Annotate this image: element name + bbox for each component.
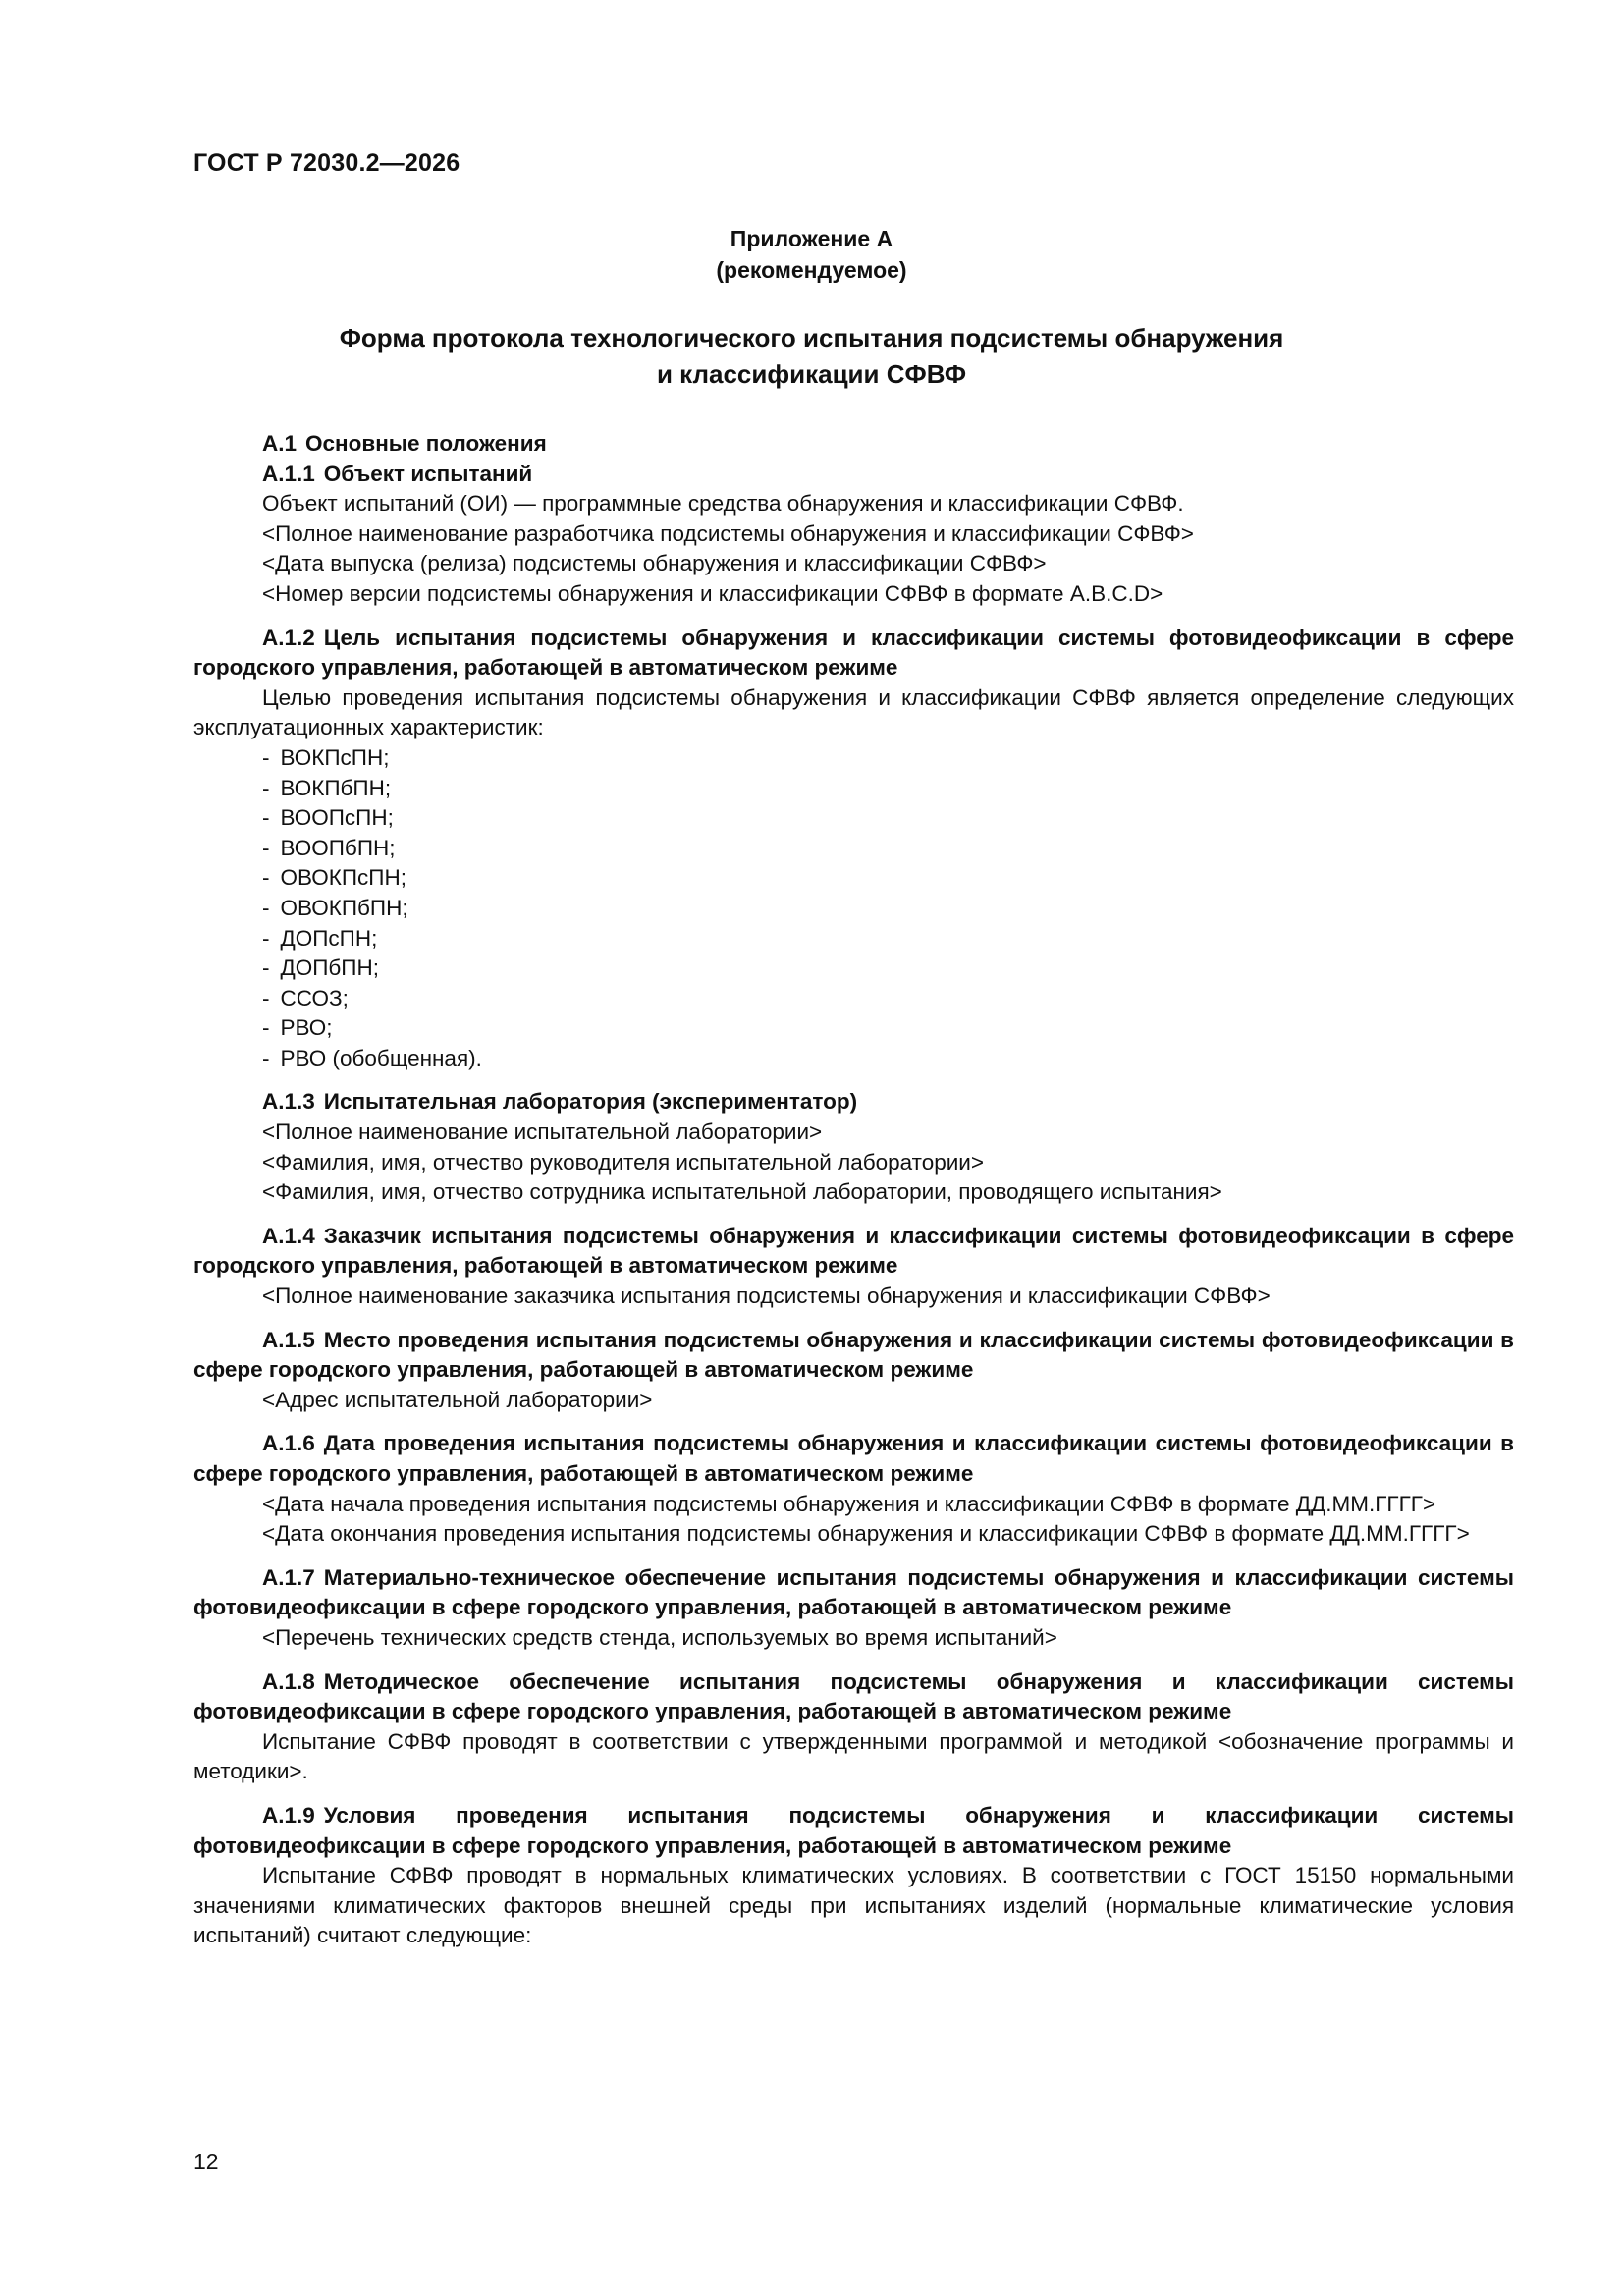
document-code: ГОСТ Р 72030.2—2026 <box>193 149 460 177</box>
text-line: <Адрес испытательной лаборатории> <box>262 1387 653 1412</box>
form-title-line: Форма протокола технологического испытания подсистемы обнаружения <box>339 323 1284 353</box>
list-item: - ОВОКПбПН; <box>262 895 408 920</box>
list-item: - ВОКПбПН; <box>262 775 392 800</box>
document-body <box>193 429 1514 1951</box>
list-item-text: ОВОКПбПН; <box>280 895 408 920</box>
list-item-text: ДОПсПН; <box>280 925 378 951</box>
subsection-title: Объект испытаний <box>323 461 533 486</box>
text-line: <Дата окончания проведения испытания подсистемы обнаружения и классификации СФВФ в формате ДД.ММ.ГГГГ> <box>262 1521 1470 1547</box>
text-line: <Полное наименование разработчика подсистемы обнаружения и классификации СФВФ> <box>262 520 1194 546</box>
subsection-heading-a18 <box>193 1667 1514 1727</box>
list-item: - ОВОКПсПН; <box>262 865 406 891</box>
text-line: <Номер версии подсистемы обнаружения и классификации СФВФ в формате A.B.C.D> <box>262 580 1163 606</box>
list-item: - ССОЗ; <box>262 985 349 1011</box>
list-item: - ДОПсПН; <box>262 925 378 951</box>
subsection-heading-a13 <box>193 1087 1514 1118</box>
paragraph: Испытание СФВФ проводят в нормальных климатических условиях. В соответствии с ГОСТ 15150 нормальными значениями климатических факторов внешней среды при испытаниях изделий (нормальные климатические условия испытаний) считают следующие: <box>193 1863 1514 1948</box>
subsection-title: Заказчик испытания подсистемы обнаружения и классификации системы фотовидеофиксации в сфере городского управления, работающей в автоматическом режиме <box>193 1223 1514 1279</box>
text-line: <Фамилия, имя, отчество сотрудника испытательной лаборатории, проводящего испытания> <box>262 1179 1222 1205</box>
subsection-number: А.1.8 <box>262 1668 315 1694</box>
subsection-heading-a11 <box>193 460 1514 490</box>
subsection-number: А.1.7 <box>262 1564 315 1590</box>
subsection-title: Цель испытания подсистемы обнаружения и классификации системы фотовидеофиксации в сфере городского управления, работающей в автоматическом режиме <box>193 625 1514 681</box>
list-item-text: ВООПбПН; <box>280 835 396 860</box>
subsection-title: Испытательная лаборатория (экспериментатор) <box>323 1089 858 1115</box>
text-line: <Фамилия, имя, отчество руководителя испытательной лаборатории> <box>262 1149 985 1175</box>
text-line: <Дата выпуска (релиза) подсистемы обнаружения и классификации СФВФ> <box>262 551 1047 576</box>
subsection-number: А.1.6 <box>262 1431 315 1456</box>
subsection-number: А.1.2 <box>262 625 315 650</box>
text-line: <Перечень технических средств стенда, используемых во время испытаний> <box>262 1624 1057 1650</box>
subsection-heading-a17 <box>193 1563 1514 1623</box>
page-number: 12 <box>193 2149 219 2174</box>
subsection-title: Материально-техническое обеспечение испытания подсистемы обнаружения и классификации системы фотовидеофиксации в сфере городского управления, работающей в автоматическом режиме <box>193 1564 1514 1620</box>
appendix-title: Приложение А <box>730 226 893 251</box>
form-title-line: и классификации СФВФ <box>656 359 967 389</box>
text-line: <Дата начала проведения испытания подсистемы обнаружения и классификации СФВФ в формате ДД.ММ.ГГГГ> <box>262 1491 1436 1516</box>
subsection-heading-a16 <box>193 1429 1514 1489</box>
subsection-title: Место проведения испытания подсистемы обнаружения и классификации системы фотовидеофиксации в сфере городского управления, работающей в автоматическом режиме <box>193 1327 1514 1383</box>
form-title <box>295 320 1328 393</box>
subsection-number: А.1.3 <box>262 1089 315 1115</box>
list-item: - РВО (обобщенная). <box>262 1045 482 1070</box>
section-title: Основные положения <box>305 431 547 456</box>
list-item-text: РВО (обобщенная). <box>280 1045 482 1070</box>
text-line: <Полное наименование испытательной лаборатории> <box>262 1120 823 1145</box>
list-item: - ВООПсПН; <box>262 805 394 831</box>
subsection-number: А.1.9 <box>262 1802 315 1828</box>
subsection-heading-a14 <box>193 1222 1514 1282</box>
subsection-number: А.1.1 <box>262 461 315 486</box>
subsection-heading-a19 <box>193 1801 1514 1861</box>
subsection-title: Методическое обеспечение испытания подсистемы обнаружения и классификации системы фотовидеофиксации в сфере городского управления, работающей в автоматическом режиме <box>193 1668 1514 1724</box>
paragraph: Целью проведения испытания подсистемы обнаружения и классификации СФВФ является определение следующих эксплуатационных характеристик: <box>193 684 1514 740</box>
subsection-heading-a12 <box>193 624 1514 683</box>
list-item: - ВООПбПН; <box>262 835 396 860</box>
list-item-text: ВООПсПН; <box>280 805 394 831</box>
list-item-text: РВО; <box>280 1015 333 1041</box>
section-heading-a1 <box>193 429 1514 460</box>
list-item-text: ВОКПбПН; <box>280 775 392 800</box>
appendix-status: (рекомендуемое) <box>716 257 907 283</box>
text-line: <Полное наименование заказчика испытания подсистемы обнаружения и классификации СФВФ> <box>262 1284 1271 1309</box>
subsection-number: А.1.4 <box>262 1223 315 1248</box>
list-item-text: ССОЗ; <box>280 985 349 1011</box>
list-item: - РВО; <box>262 1015 333 1041</box>
subsection-title: Дата проведения испытания подсистемы обнаружения и классификации системы фотовидеофиксации в сфере городского управления, работающей в автоматическом режиме <box>193 1431 1514 1486</box>
list-item-text: ОВОКПсПН; <box>280 865 406 891</box>
characteristics-list <box>193 743 1514 1074</box>
paragraph: Испытание СФВФ проводят в соответствии с утвержденными программой и методикой <обозначение программы и методики>. <box>193 1728 1514 1784</box>
subsection-heading-a15 <box>193 1326 1514 1386</box>
section-number: А.1 <box>262 431 298 456</box>
subsection-title: Условия проведения испытания подсистемы обнаружения и классификации системы фотовидеофиксации в сфере городского управления, работающей в автоматическом режиме <box>193 1802 1514 1858</box>
subsection-number: А.1.5 <box>262 1327 315 1352</box>
list-item: - ДОПбПН; <box>262 956 379 981</box>
text-line: Объект испытаний (ОИ) — программные средства обнаружения и классификации СФВФ. <box>262 491 1184 517</box>
list-item: - ВОКПсПН; <box>262 744 390 770</box>
list-item-text: ДОПбПН; <box>280 956 379 981</box>
list-item-text: ВОКПсПН; <box>280 744 390 770</box>
